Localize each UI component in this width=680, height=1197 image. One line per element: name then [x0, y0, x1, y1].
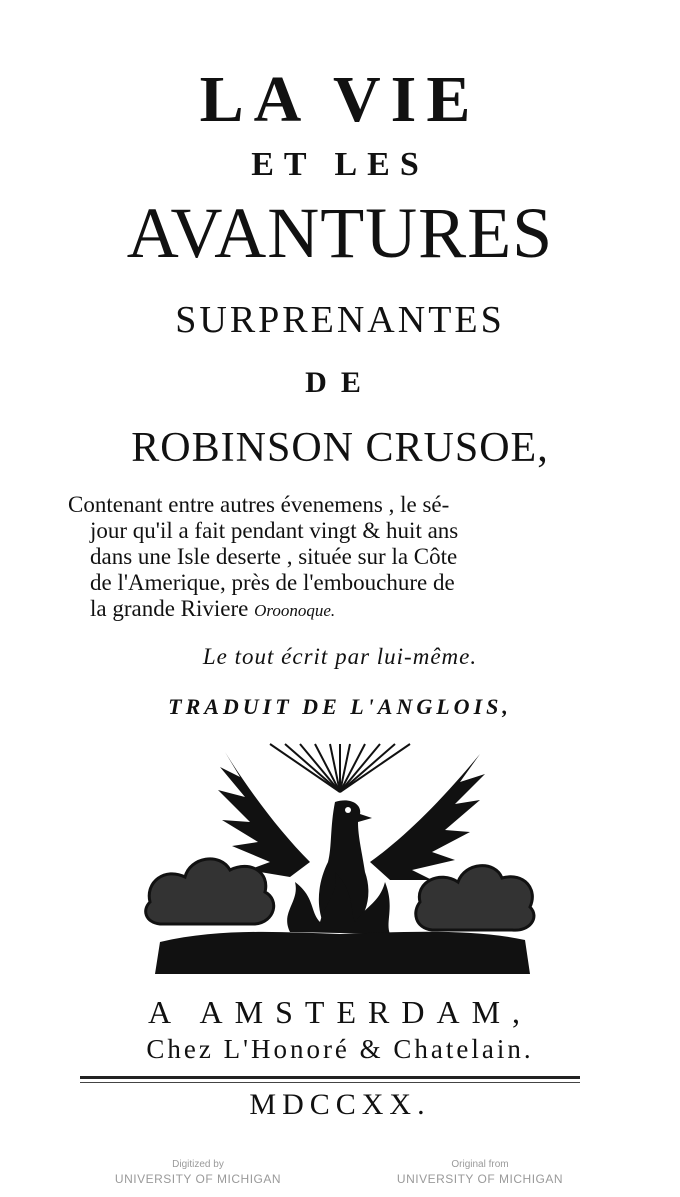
footer-digitized — [68, 1158, 328, 1187]
description-line: Contenant entre autres évenemens , le sé- — [68, 492, 450, 517]
title-line-de: DE — [305, 366, 375, 399]
authorship-line: Le tout écrit par lui-même. — [202, 644, 478, 669]
footer-digitized-institution: UNIVERSITY OF MICHIGAN — [114, 1172, 282, 1186]
imprint-city: A AMSTERDAM, — [147, 994, 533, 1030]
footer-original-institution: UNIVERSITY OF MICHIGAN — [396, 1172, 564, 1186]
description-line-last — [68, 596, 598, 624]
right-cloud — [416, 866, 534, 931]
description-line: de l'Amerique, près de l'embouchure de — [90, 570, 455, 595]
flames — [287, 872, 390, 934]
right-wing — [370, 754, 485, 880]
title-line-la-vie: LA VIE — [199, 63, 481, 136]
description-paragraph — [68, 492, 598, 624]
footer-original-label: Original from — [451, 1159, 509, 1170]
footer-digitized-label: Digitized by — [172, 1159, 224, 1170]
nest-ground — [155, 932, 530, 974]
title-line-surprenantes: SURPRENANTES — [175, 299, 505, 341]
publication-year: MDCCXX. — [249, 1088, 431, 1121]
divider-rule — [80, 1076, 580, 1079]
imprint-publisher: Chez L'Honoré & Chatelain. — [146, 1034, 534, 1064]
description-line: la grande Riviere — [90, 596, 249, 621]
title-line-robinson-crusoe: ROBINSON CRUSOE, — [131, 425, 549, 471]
divider-rule-thin — [80, 1082, 580, 1083]
left-cloud — [146, 859, 274, 924]
description-line: jour qu'il a fait pendant vingt & huit ans — [90, 518, 459, 543]
phoenix-emblem-icon — [140, 742, 540, 982]
footer-original — [350, 1158, 610, 1187]
title-line-et-les: ET LES — [251, 146, 429, 183]
left-wing — [218, 752, 310, 877]
sun-rays — [270, 744, 410, 792]
title-line-avantures: AVANTURES — [126, 193, 554, 273]
river-name: Oroonoque. — [254, 601, 336, 620]
translation-line: TRADUIT DE L'ANGLOIS, — [168, 694, 512, 719]
description-line: dans une Isle deserte , située sur la Côte — [90, 544, 458, 569]
